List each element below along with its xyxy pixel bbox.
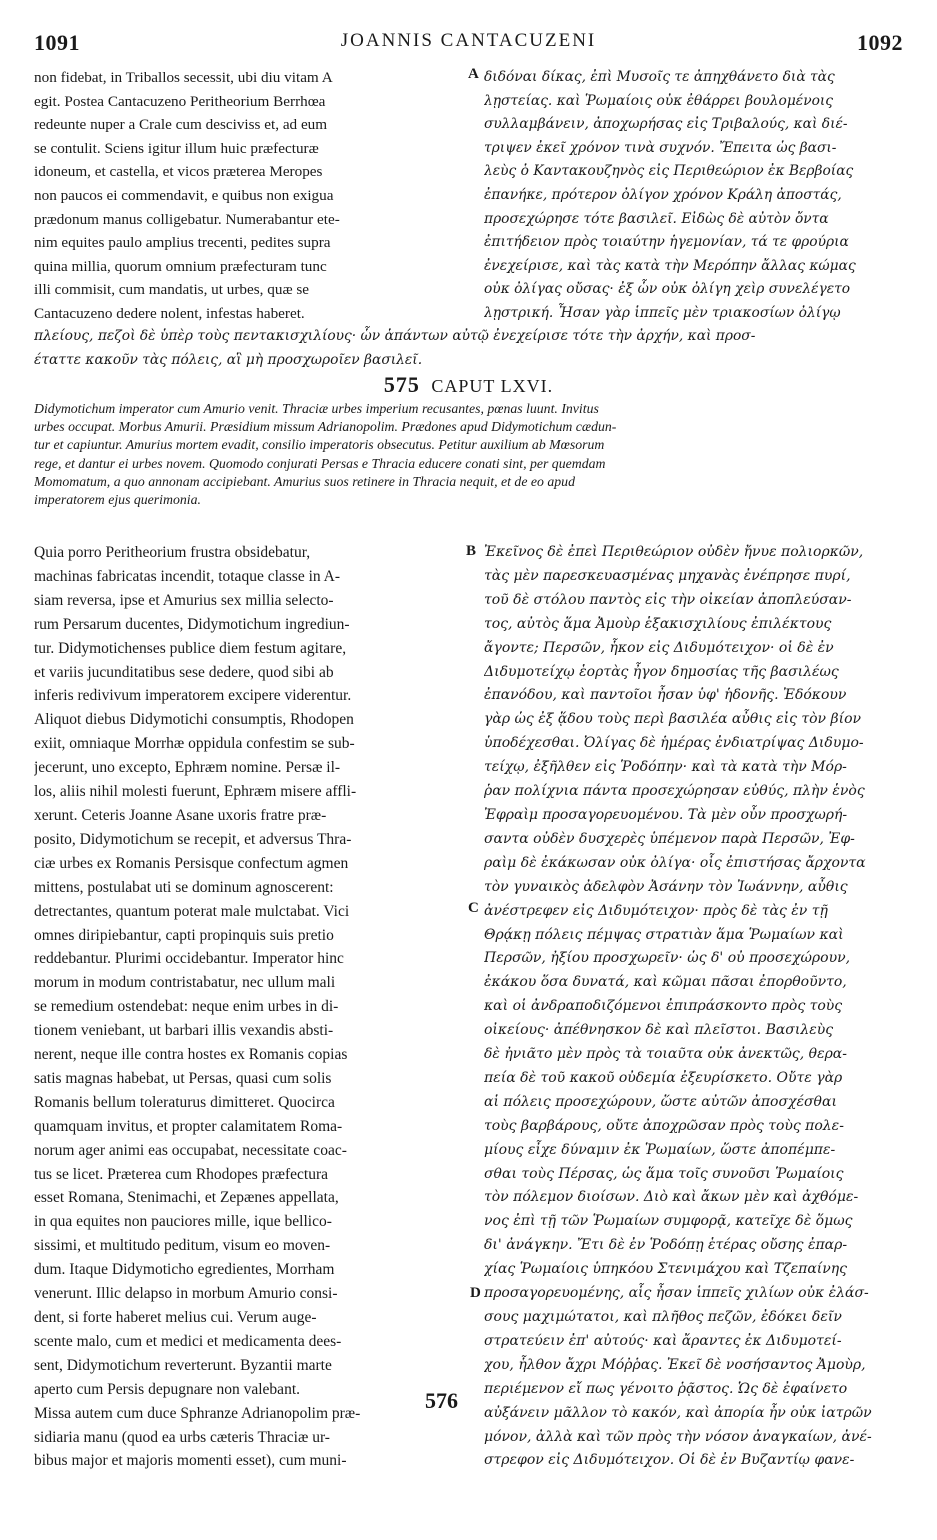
chapter-title: CAPUT LXVI.: [431, 376, 554, 396]
latin-text-line: sent, Didymotichum reverterunt. Byzantii marte: [34, 1356, 332, 1374]
latin-text-line: detrectantes, quantum poterat male mulctabat. Vici: [34, 902, 350, 920]
latin-text-line: dent, si forte haberet melius cui. Verum auge-: [34, 1309, 317, 1326]
greek-text-line: διδόναι δίκας, ἐπὶ Μυσοῖς τε ἀπηχθάνετο διὰ τὰς: [484, 69, 835, 85]
latin-text-line: omnes diripiebantur, capti propinquis suis pretio: [34, 926, 334, 944]
latin-text-line: illi commisit, cum mandatis, ut urbes, quæ se: [34, 281, 310, 299]
latin-text-line: nim equites paulo amplius trecenti, pedites supra: [34, 234, 331, 252]
latin-text-line: se contulit. Sciens igitur illum huic præfecturæ: [34, 139, 319, 157]
greek-text-line: τείχῳ, ἐξῆλθεν εἰς Ῥοδόπην· καὶ τὰ κατὰ τὴν Μόρ-: [484, 759, 847, 776]
margin-letter-b: B: [466, 543, 477, 559]
latin-text-line: sidiaria manu (quod ea urbs cæteris Thraciæ ur-: [34, 1428, 330, 1446]
latin-text-line: Missa autem cum duce Sphranze Adrianopolim præ-: [34, 1404, 361, 1422]
body-greek-column: [484, 541, 904, 1473]
greek-text-line: προσεχώρησε τότε βασιλεῖ. Εἰδὼς δὲ αὐτὸν ὄντα: [484, 210, 829, 227]
latin-text-line: posito, Didymotichum se recepit, et adversus Thra-: [34, 830, 352, 848]
greek-text-line: πλείους, πεζοὶ δὲ ὑπὲρ τοὺς πεντακισχιλίους· ὧν ἁπάντων αὐτῷ ἐνεχείρισε τότε τὴν ἀρχήν, καὶ προσ-: [34, 328, 756, 344]
greek-text-line: ραὶμ δὲ ἐκάκωσαν οὐκ ὀλίγα· οἷς ἐπιστήσας ἄρχοντα: [484, 854, 866, 871]
greek-text-line: δὲ ἠνιᾶτο μὲν πρὸς τὰ τοιαῦτα οὐκ ἀνεκτῶς, θερα-: [484, 1046, 847, 1063]
inline-page-number: 576: [425, 1388, 458, 1413]
latin-text-line: Romanis bellum toleraturus dimitteret. Quocirca: [34, 1093, 335, 1111]
latin-text-line: in qua equites non pauciores mille, ique bellico-: [34, 1213, 332, 1231]
latin-text-line: tur. Didymotichenses publice diem festum agitare,: [34, 639, 347, 657]
greek-text-line: χίας Ῥωμαίοις ὑπηκόου Στενιμάχου καὶ Τζεπαίνης: [484, 1261, 848, 1278]
chapter-number: 575: [383, 372, 420, 397]
latin-text-line: quamquam invitus, et propter calamitatem Roma-: [34, 1117, 343, 1135]
summary-line: urbes occupat. Morbus Amurii. Præsidium missum Adrianopolim. Prædones apud Didymotichum cædun-: [34, 419, 617, 435]
latin-text-line: bibus major et majoris momenti esset), cum muni-: [34, 1452, 347, 1470]
greek-text-line: Περσῶν, ἠξίου προσχωρεῖν· ὡς δ' οὐ προσεχώρουν,: [484, 950, 851, 967]
greek-text-line: περιέμενον εἴ πως γένοιτο ῥᾷστος. Ὡς δὲ ἐφαίνετο: [484, 1380, 848, 1397]
latin-text-line: Aliquot diebus Didymotichi consumptis, Rhodopen: [34, 711, 354, 729]
greek-text-line: γὰρ ὡς ἐξ ᾅδου τοὺς περὶ βασιλέα αὖθις εἰς τὸν βίον: [484, 711, 862, 728]
greek-text-line: ἐκάκου ὅσα δυνατά, καὶ κῶμαι πᾶσαι ἐπορθοῦντο,: [484, 974, 847, 991]
latin-text-line: dum. Itaque Didymoticho egredientes, Morrham: [34, 1261, 335, 1279]
latin-text-line: Quia porro Peritheorium frustra obsidebatur,: [34, 544, 311, 561]
latin-text-line: reddebantur. Plurimi occidebantur. Imperator hinc: [34, 950, 344, 968]
latin-text-line: mittens, postulabat uti se dominum agnoscerent:: [34, 878, 334, 896]
summary-line: tur et capiuntur. Amurius mortem evadit, consilio imperatoris obsecutus. Petitur auxilium ab Mœsorum: [34, 437, 605, 453]
top-greek-column: [484, 66, 904, 326]
latin-text-line: Cantacuzeno dedere nolent, infestas haberet.: [34, 304, 305, 322]
page-number-left: 1091: [34, 30, 80, 55]
summary-line: Didymotichum imperator cum Amurio venit. Thraciæ urbes imperium recusantes, pœnas luunt. Invitus: [34, 401, 599, 416]
greek-text-line: τὸν γυναικὸς ἀδελφὸν Ἀσάνην τὸν Ἰωάννην, αὖθις: [484, 878, 848, 895]
greek-text-line: οἰκείους· ἀπέθνησκον δὲ καὶ πλεῖστοι. Βασιλεὺς: [484, 1022, 834, 1039]
latin-text-line: machinas fabricatas incendit, totaque classe in A-: [34, 567, 341, 585]
greek-text-line: ἐνεχείρισε, καὶ τὰς κατὰ τὴν Μερόπην ἄλλας κώμας: [484, 257, 856, 274]
greek-text-line: τος, αὐτὸς ἅμα Ἀμοὺρ ἑξακισχιλίους ἐπιλέκτους: [484, 615, 832, 632]
latin-text-line: et variis jucunditatibus sese dedere, quod sibi ab: [34, 663, 334, 681]
greek-text-line: τριψεν ἐκεῖ χρόνον τινὰ συχνόν. Ἔπειτα ὡς βασι-: [484, 139, 837, 156]
chapter-summary: [34, 400, 904, 509]
greek-text-line: Ἐφραὶμ προσαγορευομένου. Τὰ μὲν οὖν προσχωρή-: [484, 806, 848, 823]
greek-text-line: πεία δὲ τοῦ κακοῦ οὐδεμία ἐξευρίσκετο. Οὔτε γὰρ: [484, 1069, 843, 1086]
latin-text-line: scente malo, cum et medici et medicamenta dees-: [34, 1332, 342, 1350]
latin-text-line: exiit, omniaque Morrhæ oppidula confestim se sub-: [34, 735, 355, 753]
greek-text-line: σθαι τοὺς Πέρσας, ὡς ἅμα τοῖς συνοῦσι Ῥωμαίοις: [484, 1165, 844, 1182]
summary-line: Momomatum, a quo annonam accipiebant. Amurius suos retinere in Thracia nequit, et de eo apud: [34, 473, 575, 489]
latin-text-line: sissimi, et multitudo peditum, visum eo moven-: [34, 1237, 331, 1255]
greek-text-line: σους μαχιμώτατοι, καὶ πλῆθος πεζῶν, ἐδόκει δεῖν: [484, 1309, 842, 1325]
latin-text-line: inferis redivivum imperatorem excipere viderentur.: [34, 687, 352, 705]
latin-text-line: prædonum manus colligebatur. Numerabantur ete-: [34, 210, 340, 228]
latin-text-line: non fidebat, in Triballos secessit, ubi diu vitam A: [34, 69, 333, 86]
latin-text-line: se remedium ostendebat: neque enim urbes in di-: [34, 998, 339, 1016]
summary-line: rege, et dantur ei urbes novem. Quomodo conjurati Persas e Thracia educere conati sint, per quemdam: [34, 455, 606, 471]
greek-text-line: τοὺς βαρβάρους, οὔτε ἀποχρῶσαν πρὸς τοὺς πολε-: [484, 1117, 844, 1134]
latin-text-line: aperto cum Persis depugnare non valebant.: [34, 1380, 300, 1398]
top-latin-column: [34, 66, 468, 326]
greek-text-line: Ἐκεῖνος δὲ ἐπεὶ Περιθεώριον οὐδὲν ἤνυε πολιορκῶν,: [484, 544, 864, 560]
running-title: JOANNIS CANTACUZENI: [340, 30, 597, 51]
greek-text-line: σαντα οὐδὲν δυσχερὲς ὑπέμενον παρὰ Περσῶν, Ἐφ-: [484, 830, 855, 847]
greek-text-line: ἐπανόδου, καὶ παντοῖοι ἦσαν ὑφ' ἡδονῆς. Ἐδόκουν: [484, 687, 847, 704]
greek-text-line: μόνον, ἀλλὰ καὶ τῶν πρὸς τὴν νόσον ἀναγκαίων, ἀνέ-: [484, 1428, 872, 1445]
greek-text-line: στρατεύειν ἐπ' αὐτούς· καὶ ἄραντες ἐκ Διδυμοτεί-: [484, 1332, 842, 1349]
greek-text-line: προσαγορευομένης, αἷς ἦσαν ἱππεῖς χιλίων οὐκ ἐλάσ-: [484, 1285, 869, 1302]
greek-text-line: οὐκ ὀλίγας οὔσας· ἐξ ὧν οὐκ ὀλίγη χεὶρ συνελέγετο: [484, 281, 851, 298]
greek-text-line: Θρᾴκῃ πόλεις πέμψας στρατιὰν ἅμα Ῥωμαίων καὶ: [484, 926, 844, 943]
latin-text-line: siam reversa, ipse et Amurius sex millia selecto-: [34, 591, 334, 609]
greek-text-line: νος ἐπὶ τῇ τῶν Ῥωμαίων συμφορᾷ, κατεῖχε δὲ ὅμως: [484, 1213, 853, 1230]
greek-continuation: [34, 325, 904, 372]
margin-letter-d: D: [470, 1285, 481, 1301]
latin-text-line: ciæ urbes ex Romanis Persisque confectum agmen: [34, 854, 349, 872]
latin-text-line: satis magnas habebat, ut Persas, quasi cum solis: [34, 1069, 332, 1087]
greek-text-line: μίους εἶχε δύναμιν ἐκ Ῥωμαίων, ὥστε ἀποπέμπε-: [484, 1141, 836, 1158]
latin-text-line: non paucos ei commendavit, e quibus non exigua: [34, 186, 334, 204]
latin-text-line: esset Romana, Stenimachi, et Zepænes appellata,: [34, 1189, 339, 1207]
latin-text-line: xerunt. Ceteris Joanne Asane uxoris fratre præ-: [34, 806, 327, 824]
latin-text-line: norum ager animi eas occupabat, necessitate coac-: [34, 1141, 347, 1159]
latin-text-line: morum in modum contristabatur, nec ullum mali: [34, 974, 336, 992]
greek-text-line: τὸν πόλεμον διοίσων. Διὸ καὶ ἄκων μὲν καὶ ἀχθόμε-: [484, 1189, 859, 1206]
greek-text-line: ἄγοντε; Περσῶν, ἧκον εἰς Διδυμότειχον· οἱ δὲ ἐν: [484, 639, 834, 656]
greek-text-line: ῥαν πολίχνια πάντα προσεχώρησαν εὐθύς, πλὴν ἑνὸς: [484, 783, 865, 800]
latin-text-line: idoneum, et castella, et vicos præterea Meropes: [34, 163, 323, 181]
greek-text-line: τοῦ δὲ στόλου παντὸς εἰς τὴν οἰκείαν ἀποπλεύσαν-: [484, 591, 852, 608]
summary-line: imperatorem ejus querimonia.: [34, 492, 201, 508]
greek-text-line: στρεφον εἰς Διδυμότειχον. Οἱ δὲ ἐν Βυζαντίῳ φανε-: [484, 1452, 855, 1469]
latin-text-line: rum Persarum ducentes, Didymotichum ingrediun-: [34, 615, 350, 633]
greek-text-line: αἱ πόλεις προσεχώρουν, ὥστε αὐτῶν ἀποσχέσθαι: [484, 1093, 837, 1110]
greek-text-line: τὰς μὲν παρεσκευασμένας μηχανὰς ἐνέπρησε πυρί,: [484, 567, 851, 584]
greek-text-line: λῃστρική. Ἦσαν γὰρ ἱππεῖς μὲν τριακοσίων ὀλίγῳ: [484, 304, 841, 321]
body-latin-column: [34, 541, 462, 1473]
latin-text-line: nerent, neque ille contra hostes ex Romanis copias: [34, 1046, 348, 1064]
greek-text-line: λῃστείας. καὶ Ῥωμαίοις οὐκ ἐθάρρει βουλομένοις: [484, 92, 834, 109]
greek-text-line: έταττε κακοῦν τὰς πόλεις, αἳ μὴ προσχωροῖεν βασιλεῖ.: [34, 351, 423, 368]
latin-text-line: jecerunt, uno excepto, Ephræm nomine. Persæ il-: [34, 759, 341, 777]
latin-text-line: venerunt. Illic delapso in morbum Amurio consi-: [34, 1285, 338, 1303]
latin-text-line: egit. Postea Cantacuzeno Peritheorium Berrhœa: [34, 92, 326, 110]
chapter-heading: [0, 372, 937, 398]
latin-text-line: tionem veniebant, ut barbari illis vexandis absti-: [34, 1022, 334, 1040]
greek-text-line: χου, ἧλθον ἄχρι Μόῤῥας. Ἐκεῖ δὲ νοσήσαντος Ἀμοὺρ,: [484, 1356, 866, 1373]
greek-text-line: αὐξάνειν μᾶλλον τὸ κακόν, καὶ ἀπορία ἦν οὐκ ἰατρῶν: [484, 1404, 872, 1421]
greek-text-line: καὶ οἱ ἀνδραποδιζόμενοι ἐπιπράσκοντο πρὸς τοὺς: [484, 998, 843, 1015]
margin-letter-a: A: [468, 66, 479, 82]
greek-text-line: λεὺς ὁ Καντακουζηνὸς εἰς Περιθεώριον ἐκ Βερβοίας: [484, 163, 854, 180]
latin-text-line: los, aliis nihil molesti fuerunt, Ephræm misere affli-: [34, 783, 357, 801]
greek-text-line: ἐπανήκε, πρότερον ὀλίγον χρόνον Κράλη ἀποστάς,: [484, 186, 842, 203]
greek-text-line: ἀνέστρεφεν εἰς Διδυμότειχον· πρὸς δὲ τὰς ἐν τῇ: [484, 902, 828, 919]
margin-letter-c: C: [468, 900, 479, 916]
greek-text-line: συλλαμβάνειν, ἀποχωρήσας εἰς Τριβαλούς, καὶ διέ-: [484, 116, 848, 133]
page-number-right: 1092: [857, 30, 903, 55]
greek-text-line: δι' ἀνάγκην. Ἔτι δὲ ἐν Ῥοδόπῃ ἑτέρας οὔσης ἐπαρ-: [484, 1237, 848, 1254]
greek-text-line: ἐπιτήδειον πρὸς τοιαύτην ἡγεμονίαν, τά τε φρούρια: [484, 234, 849, 251]
greek-text-line: ὑποδέχεσθαι. Ὀλίγας δὲ ἡμέρας ἐνδιατρίψας Διδυμο-: [484, 735, 864, 752]
latin-text-line: quina millia, quorum omnium præfecturam tunc: [34, 257, 327, 275]
latin-text-line: tus se licet. Præterea cum Rhodopes præfectura: [34, 1165, 328, 1183]
greek-text-line: Διδυμοτείχῳ ἑορτὰς ἦγον δημοσίας τῆς βασιλέως: [484, 663, 839, 680]
latin-text-line: redeunte nuper a Crale cum desciviss et, ad eum: [34, 116, 328, 134]
